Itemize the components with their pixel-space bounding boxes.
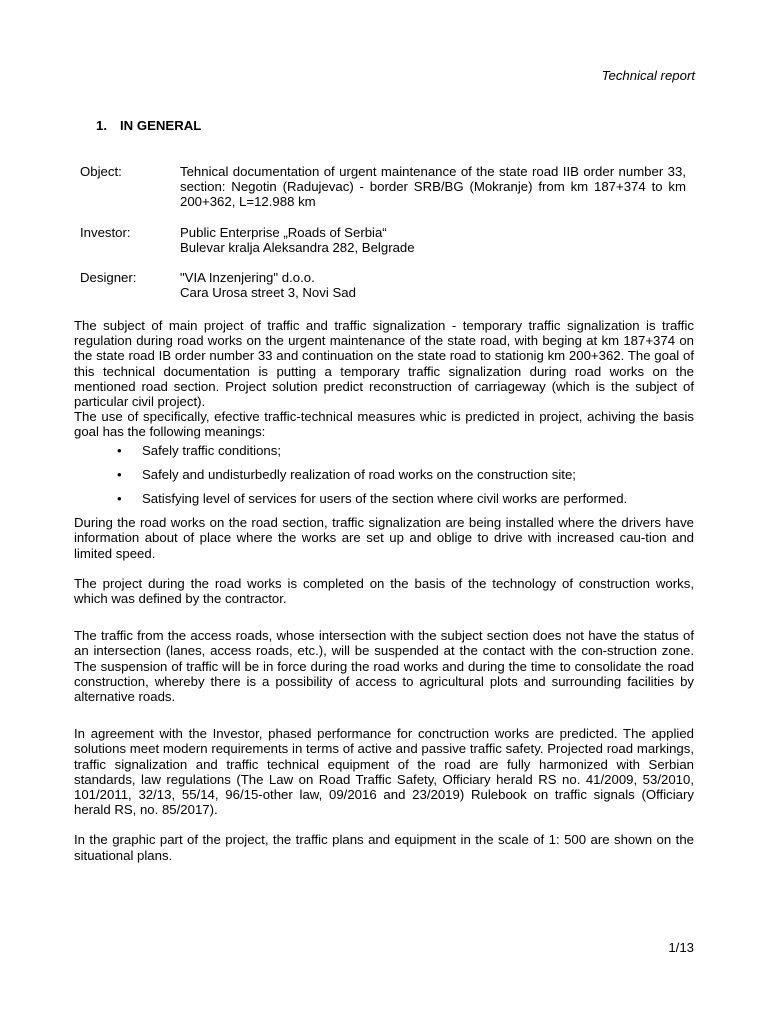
paragraph-5: The traffic from the access roads, whose intersection with the subject section does not have the status of an intersection (lanes, access roads, etc.), will be suspended at the contact with the con-struction zone. The suspension of traffic will be in force during the road works and during the time to consolidate the road construction, whereby there is a possibility of access to agricultural plots and surrounding facilities by alternative roads. xyxy=(74,628,694,705)
meta-investor-line-1: Public Enterprise „Roads of Serbia“ xyxy=(180,225,387,240)
list-item xyxy=(74,467,694,482)
meta-object-value xyxy=(180,164,686,210)
paragraph-7: In the graphic part of the project, the traffic plans and equipment in the scale of 1: 500 are shown on the situational plans. xyxy=(74,832,694,863)
meta-object-line: Tehnical documentation of urgent maintenance of the state road IIB order number 33, section: Negotin (Radujevac) - border SRB/BG (Mokranje) from km 187+374 to km 200+362, L=12.988 km xyxy=(180,164,686,210)
page-header-title: Technical report xyxy=(601,68,695,83)
meta-object-key: Object: xyxy=(80,164,122,179)
meta-designer-value xyxy=(180,270,686,300)
paragraph-3: During the road works on the road section, traffic signalization are being installed where the drivers have information about of place where the works are set up and oblige to drive with increased cau-tion and limited speed. xyxy=(74,515,694,561)
meta-designer-line-2: Cara Urosa street 3, Novi Sad xyxy=(180,285,356,301)
paragraph-4: The project during the road works is completed on the basis of the technology of construction works, which was defined by the contractor. xyxy=(74,575,694,607)
meta-investor xyxy=(80,225,686,270)
meta-object xyxy=(80,164,686,225)
section-number: 1. xyxy=(96,118,107,133)
bullet-icon: • xyxy=(117,491,122,507)
meta-investor-line-2: Bulevar kralja Aleksandra 282, Belgrade xyxy=(180,240,415,256)
bullet-icon: • xyxy=(117,466,122,482)
page-number: 1/13 xyxy=(668,940,694,955)
paragraph-6: In agreement with the Investor, phased performance for conctruction works are predicted. The applied solutions meet modern requirements in terms of active and passive traffic safety. Projected road markings, traffic signalization and traffic technical equipment of the road are fully harmonized with Serbian standards, law regulations (The Law on Road Traffic Safety, Officiary herald RS no. 41/2009, 53/2010, 101/2011, 32/13, 55/14, 96/15-other law, 09/2016 and 23/2019) Rulebook on traffic signals (Officiary herald RS, no. 85/2017). xyxy=(74,726,694,818)
section-title: IN GENERAL xyxy=(120,118,202,133)
bullet-text: Safely traffic conditions; xyxy=(142,442,282,458)
bullet-text: Satisfying level of services for users of the section where civil works are performed. xyxy=(142,491,628,507)
meta-designer-line-1: "VIA Inzenjering" d.o.o. xyxy=(180,270,315,285)
list-item xyxy=(74,443,694,458)
meta-investor-value xyxy=(180,225,686,255)
section-heading xyxy=(96,118,201,133)
meta-designer xyxy=(80,270,686,315)
bullet-icon: • xyxy=(117,442,122,458)
paragraph-2: The use of specifically, efective traffic-technical measures whic is predicted in project, achiving the basis goal has the following meanings: xyxy=(74,409,694,440)
document-body xyxy=(74,318,694,863)
list-item xyxy=(74,491,694,506)
meta-designer-key: Designer: xyxy=(80,270,137,285)
paragraph-1: The subject of main project of traffic and traffic signalization - temporary traffic signalization is traffic regulation during road works on the urgent maintenance of the state road, with beging at km 187+374 on the state road IB order number 33 and continuation on the state road to stationig km 200+362. The goal of this technical documentation is putting a temporary traffic signalization during road works on the mentioned road section. Project solution predict reconstruction of carriageway (which is the subject of particular civil project). xyxy=(74,318,694,410)
bullet-text: Safely and undisturbedly realization of road works on the construction site; xyxy=(142,466,576,482)
meta-investor-key: Investor: xyxy=(80,225,131,240)
bullet-list xyxy=(74,443,694,507)
